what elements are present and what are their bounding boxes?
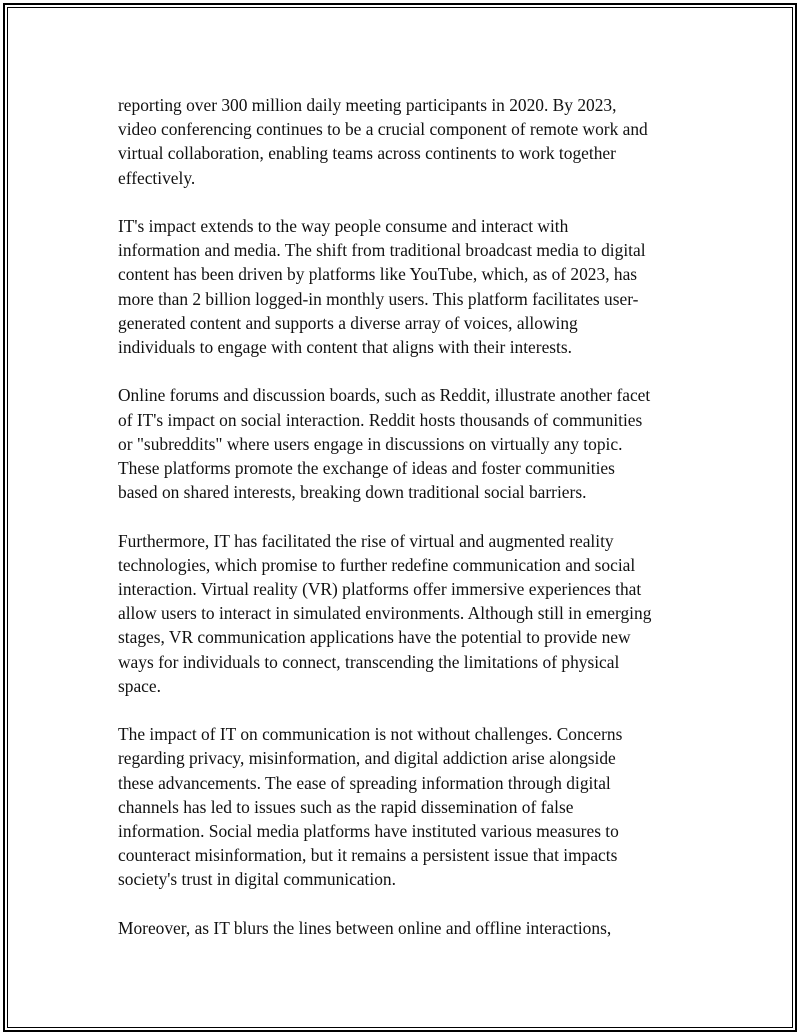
text-line: content has been driven by platforms like YouTube, which, as of 2023, has — [118, 264, 638, 285]
text-line: These platforms promote the exchange of ideas and foster communities — [118, 458, 615, 479]
text-line: society's trust in digital communication. — [118, 869, 396, 890]
text-line: technologies, which promise to further redefine communication and social — [118, 554, 636, 575]
text-line: interaction. Virtual reality (VR) platforms offer immersive experiences that — [118, 579, 642, 600]
text-line: Moreover, as IT blurs the lines between online and offline interactions, — [118, 917, 612, 938]
text-line: information and media. The shift from traditional broadcast media to digital — [118, 240, 646, 261]
text-line: allow users to interact in simulated environments. Although still in emerging — [118, 603, 652, 624]
text-line: The impact of IT on communication is not without challenges. Concerns — [118, 724, 623, 745]
text-line: these advancements. The ease of spreading information through digital — [118, 772, 611, 793]
text-line: IT's impact extends to the way people consume and interact with — [118, 216, 569, 236]
text-line: ways for individuals to connect, transcending the limitations of physical — [118, 651, 620, 672]
text-line: Furthermore, IT has facilitated the rise of virtual and augmented reality — [118, 530, 614, 551]
text-line: channels has led to issues such as the rapid dissemination of false — [118, 796, 574, 817]
document-body — [118, 93, 690, 964]
text-line: Online forums and discussion boards, such as Reddit, illustrate another facet — [118, 385, 651, 406]
text-line: stages, VR communication applications have the potential to provide new — [118, 627, 631, 648]
text-line: reporting over 300 million daily meeting participants in 2020. By 2023, — [118, 95, 617, 115]
text-line: effectively. — [118, 167, 196, 188]
text-line: information. Social media platforms have instituted various measures to — [118, 821, 619, 842]
paragraph-media-consumption — [118, 214, 690, 359]
text-line: or "subreddits" where users engage in discussions on virtually any topic. — [118, 433, 623, 454]
paragraph-challenges — [118, 722, 690, 891]
paragraph-video-conferencing — [118, 93, 690, 190]
text-line: counteract misinformation, but it remains a persistent issue that impacts — [118, 845, 618, 866]
paragraph-online-forums — [118, 383, 690, 504]
text-line: more than 2 billion logged-in monthly users. This platform facilitates user- — [118, 288, 639, 309]
text-line: space. — [118, 675, 161, 696]
text-line: individuals to engage with content that aligns with their interests. — [118, 337, 572, 358]
text-line: based on shared interests, breaking down traditional social barriers. — [118, 482, 587, 503]
text-line: video conferencing continues to be a crucial component of remote work and — [118, 119, 648, 140]
text-line: generated content and supports a diverse array of voices, allowing — [118, 312, 578, 333]
text-line: regarding privacy, misinformation, and digital addiction arise alongside — [118, 748, 616, 769]
text-line: of IT's impact on social interaction. Reddit hosts thousands of communities — [118, 409, 643, 430]
paragraph-virtual-reality — [118, 529, 690, 698]
text-line: virtual collaboration, enabling teams across continents to work together — [118, 143, 616, 164]
paragraph-moreover — [118, 916, 690, 940]
